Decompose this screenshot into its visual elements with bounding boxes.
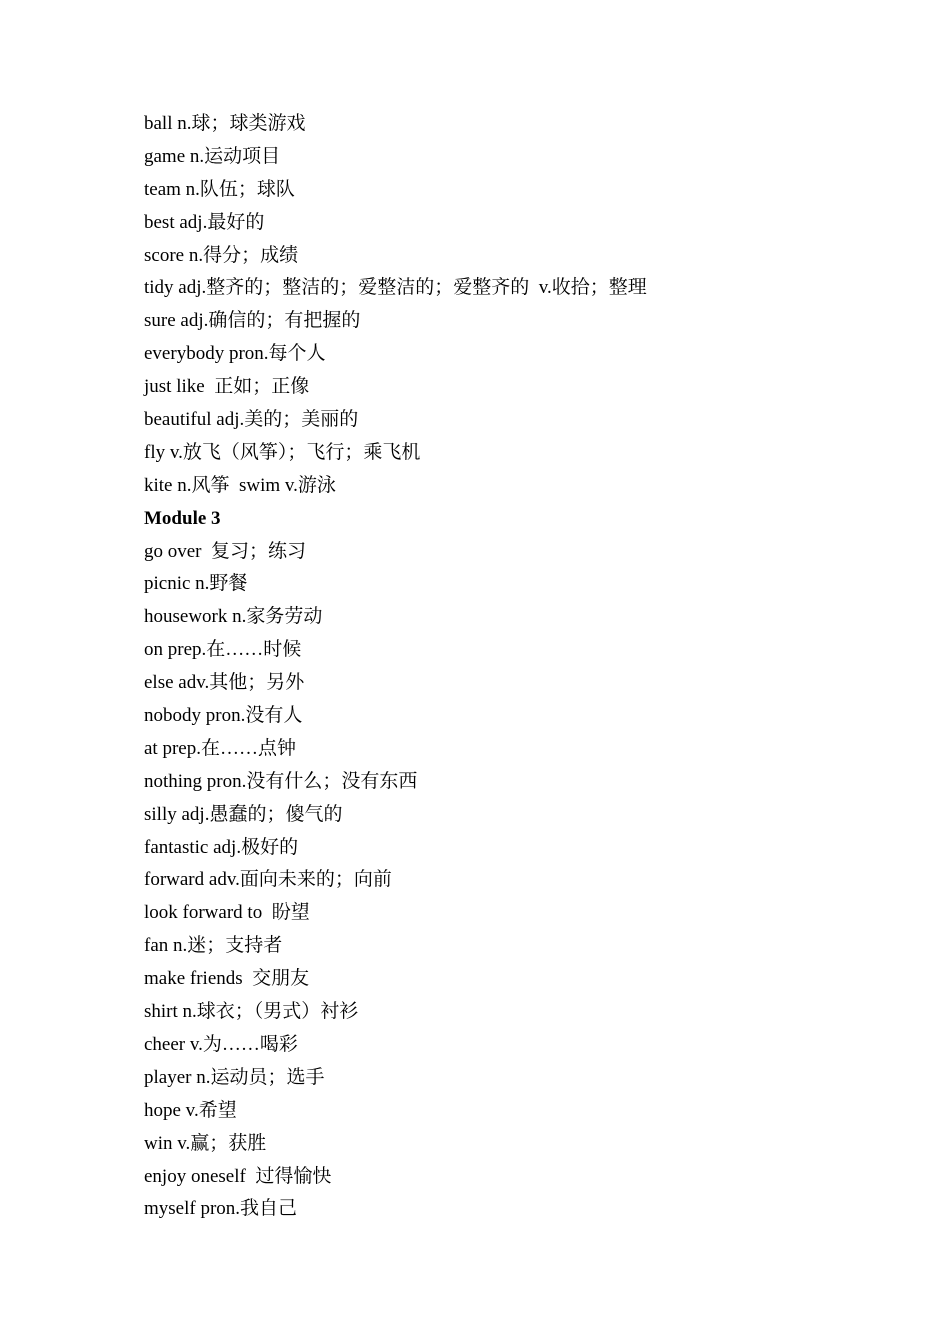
vocab-entry: forward adv.面向未来的；向前 [144,869,392,891]
vocabulary-list [144,108,844,1226]
module-heading: Module 3 [144,507,221,529]
vocab-entry: else adv.其他；另外 [144,672,305,694]
vocab-entry: ball n.球；球类游戏 [144,113,306,134]
vocab-entry: game n.运动项目 [144,145,281,167]
vocab-entry: beautiful adj.美的；美丽的 [144,409,359,431]
vocab-entry: kite n.风筝 swim v.游泳 [144,474,336,496]
vocab-entry: nothing pron.没有什么；没有东西 [144,770,418,792]
vocab-entry: best adj.最好的 [144,211,265,233]
vocab-entry: win v.赢；获胜 [144,1132,267,1154]
vocab-entry: nobody pron.没有人 [144,705,303,727]
vocab-entry: at prep.在……点钟 [144,737,296,759]
vocab-entry: everybody pron.每个人 [144,343,326,365]
vocab-entry: go over 复习；练习 [144,540,307,562]
vocab-entry: just like 正如；正像 [144,376,310,398]
vocab-entry: team n.队伍；球队 [144,178,295,200]
vocab-entry: make friends 交朋友 [144,968,310,990]
vocab-entry: myself pron.我自己 [144,1198,298,1220]
vocab-entry: housework n.家务劳动 [144,606,323,628]
vocab-entry: on prep.在……时候 [144,639,302,661]
vocab-entry: fan n.迷；支持者 [144,935,283,957]
vocab-entry: tidy adj.整齐的；整洁的；爱整洁的；爱整齐的 v.收拾；整理 [144,277,647,299]
vocab-entry: enjoy oneself 过得愉快 [144,1165,332,1187]
vocab-entry: look forward to 盼望 [144,902,310,924]
vocab-entry: score n.得分；成绩 [144,244,299,266]
vocab-entry: sure adj.确信的；有把握的 [144,310,361,332]
vocab-entry: picnic n.野餐 [144,573,248,595]
vocab-entry: silly adj.愚蠢的；傻气的 [144,803,343,825]
vocab-entry: fly v.放飞（风筝）；飞行；乘飞机 [144,441,421,463]
vocab-entry: player n.运动员；选手 [144,1066,325,1088]
vocab-entry: cheer v.为……喝彩 [144,1033,298,1055]
vocab-entry: fantastic adj.极好的 [144,836,299,858]
vocab-entry: shirt n.球衣；（男式）衬衫 [144,1001,359,1023]
vocab-entry: hope v.希望 [144,1099,237,1121]
